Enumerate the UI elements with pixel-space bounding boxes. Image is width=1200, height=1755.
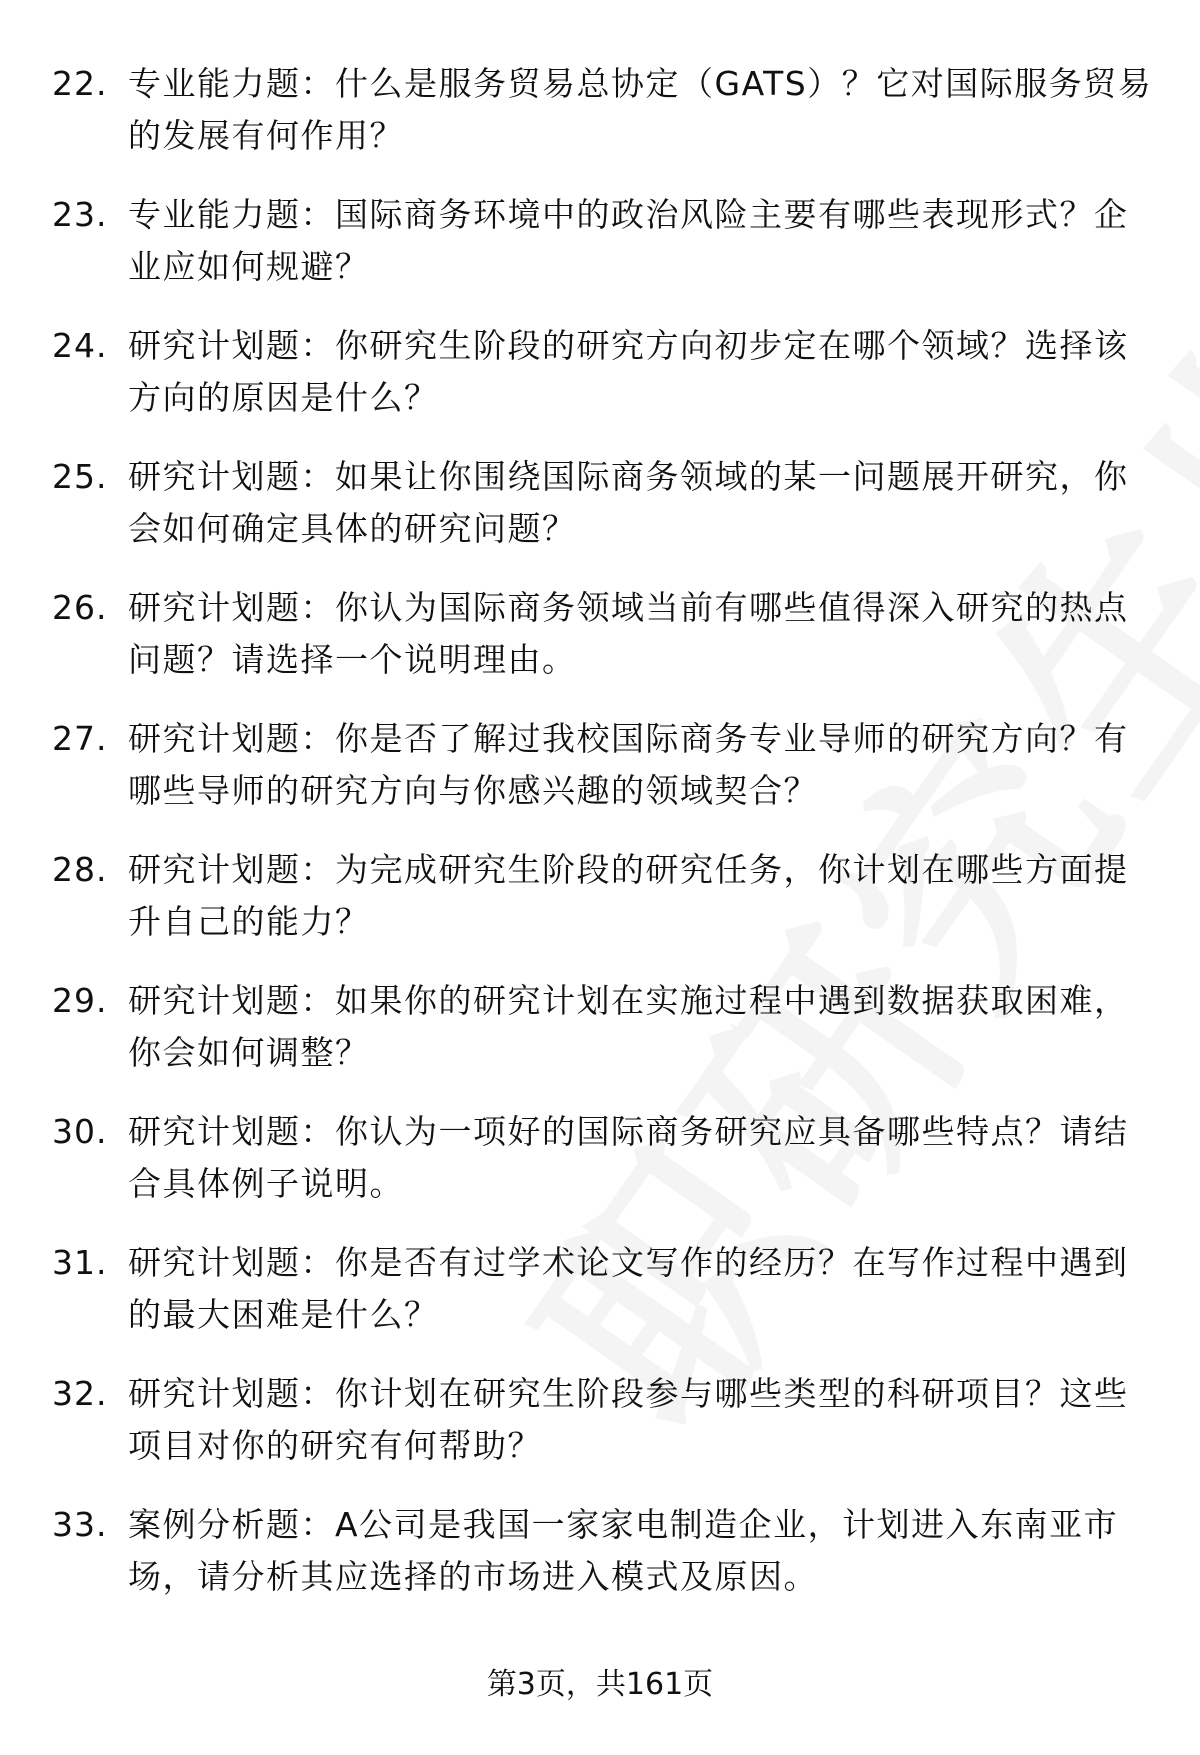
question-item [52, 320, 1162, 451]
question-list [52, 58, 1162, 1630]
question-number: 28. [52, 850, 108, 889]
question-number: 23. [52, 195, 108, 234]
question-text: 研究计划题：你认为国际商务领域当前有哪些值得深入研究的热点问题？请选择一个说明理由。 [128, 588, 1129, 679]
question-item [52, 58, 1162, 189]
question-number: 32. [52, 1374, 108, 1413]
question-text: 案例分析题：A公司是我国一家家电制造企业，计划进入东南亚市场，请分析其应选择的市场进入模式及原因。 [128, 1505, 1119, 1596]
page-footer: 第3页，共161页 [486, 1667, 714, 1702]
question-number: 30. [52, 1112, 108, 1151]
question-text: 专业能力题：国际商务环境中的政治风险主要有哪些表现形式？企业应如何规避？ [128, 195, 1129, 286]
question-number: 24. [52, 326, 108, 365]
question-item [52, 582, 1162, 713]
question-text: 研究计划题：你计划在研究生阶段参与哪些类型的科研项目？这些项目对你的研究有何帮助？ [128, 1374, 1129, 1465]
question-number: 25. [52, 457, 108, 496]
question-number: 27. [52, 719, 108, 758]
question-text: 专业能力题：什么是服务贸易总协定（GATS）？它对国际服务贸易的发展有何作用？ [128, 64, 1153, 155]
question-item [52, 975, 1162, 1106]
question-text: 研究计划题：为完成研究生阶段的研究任务，你计划在哪些方面提升自己的能力？ [128, 850, 1129, 941]
question-item [52, 451, 1162, 582]
question-text: 研究计划题：你是否有过学术论文写作的经历？在写作过程中遇到的最大困难是什么？ [128, 1243, 1129, 1334]
question-item [52, 1499, 1162, 1630]
question-text: 研究计划题：如果你的研究计划在实施过程中遇到数据获取困难，你会如何调整？ [128, 981, 1129, 1072]
question-number: 22. [52, 64, 108, 103]
question-text: 研究计划题：如果让你围绕国际商务领域的某一问题展开研究，你会如何确定具体的研究问题？ [128, 457, 1129, 548]
question-item [52, 1368, 1162, 1499]
question-item [52, 844, 1162, 975]
question-number: 29. [52, 981, 108, 1020]
question-item [52, 1237, 1162, 1368]
question-text: 研究计划题：你是否了解过我校国际商务专业导师的研究方向？有哪些导师的研究方向与你感兴趣的领域契合？ [128, 719, 1129, 810]
question-number: 26. [52, 588, 108, 627]
question-number: 33. [52, 1505, 108, 1544]
question-text: 研究计划题：你研究生阶段的研究方向初步定在哪个领域？选择该方向的原因是什么？ [128, 326, 1129, 417]
question-item [52, 713, 1162, 844]
question-number: 31. [52, 1243, 108, 1282]
question-item [52, 1106, 1162, 1237]
question-text: 研究计划题：你认为一项好的国际商务研究应具备哪些特点？请结合具体例子说明。 [128, 1112, 1129, 1203]
question-item [52, 189, 1162, 320]
